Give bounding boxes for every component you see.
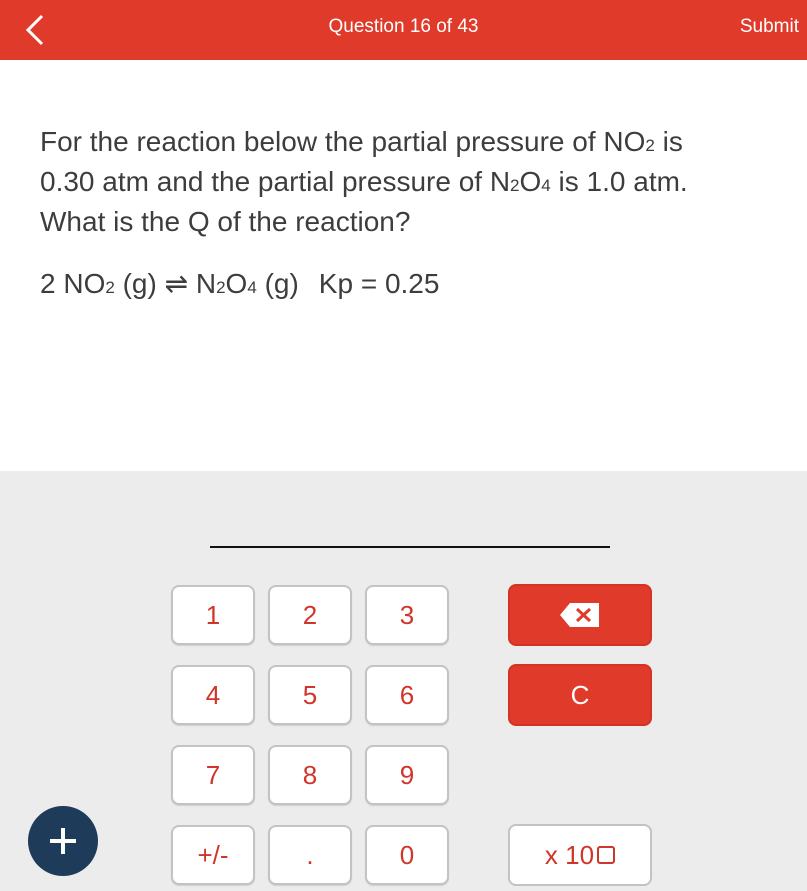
key-4[interactable]: 4	[171, 665, 255, 725]
key-2[interactable]: 2	[268, 585, 352, 645]
plus-icon	[28, 806, 98, 876]
question-line: For the reaction below the partial pressure of NO2 is	[40, 126, 683, 157]
key-7[interactable]: 7	[171, 745, 255, 805]
submit-button[interactable]: Submit	[739, 16, 799, 37]
question-line: What is the Q of the reaction?	[40, 206, 411, 237]
key-0[interactable]: 0	[365, 825, 449, 885]
equilibrium-arrow: ⇌	[164, 268, 189, 299]
clear-button[interactable]: C	[508, 664, 652, 726]
exponent-box-icon	[597, 846, 615, 864]
key-plus-minus[interactable]: +/-	[171, 825, 255, 885]
reaction-equation: 2 NO2 (g) ⇌ N2O4 (g) Kp = 0.25	[40, 268, 440, 299]
backspace-button[interactable]	[508, 584, 652, 646]
kp-value: Kp = 0.25	[318, 268, 440, 299]
key-3[interactable]: 3	[365, 585, 449, 645]
header-title: Question 16 of 43	[328, 16, 479, 37]
header-bar	[0, 0, 807, 60]
key-decimal[interactable]: .	[268, 825, 352, 885]
key-6[interactable]: 6	[365, 665, 449, 725]
answer-field[interactable]	[210, 546, 610, 548]
question-text	[40, 124, 780, 240]
question-line: 0.30 atm and the partial pressure of N2O4 is 1.0 atm.	[40, 166, 688, 197]
key-9[interactable]: 9	[365, 745, 449, 805]
add-button[interactable]	[28, 806, 98, 876]
key-5[interactable]: 5	[268, 665, 352, 725]
scientific-notation-button[interactable]	[508, 824, 652, 886]
key-8[interactable]: 8	[268, 745, 352, 805]
sci-label: x 10	[544, 840, 595, 870]
backspace-icon	[558, 600, 602, 630]
key-1[interactable]: 1	[171, 585, 255, 645]
